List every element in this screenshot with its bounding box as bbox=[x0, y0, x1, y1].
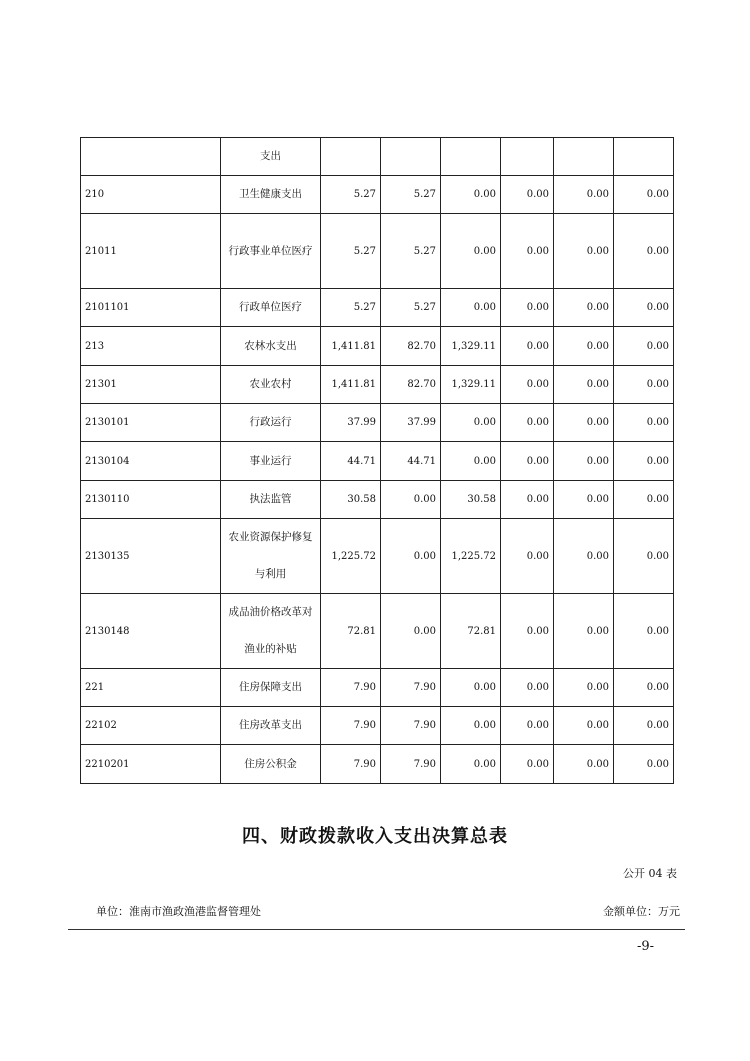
row-value: 1,411.81 bbox=[321, 366, 381, 404]
row-value: 82.70 bbox=[381, 366, 441, 404]
row-value: 0.00 bbox=[501, 707, 554, 745]
row-name: 卫生健康支出 bbox=[221, 176, 321, 214]
row-name: 行政运行 bbox=[221, 404, 321, 442]
table-row bbox=[81, 481, 674, 519]
divider bbox=[68, 929, 685, 930]
row-name: 行政事业单位医疗 bbox=[221, 214, 321, 289]
row-name: 执法监管 bbox=[221, 481, 321, 519]
row-value: 1,329.11 bbox=[441, 327, 501, 366]
row-value: 0.00 bbox=[501, 519, 554, 594]
row-value: 0.00 bbox=[501, 404, 554, 442]
row-value bbox=[501, 138, 554, 176]
row-value: 0.00 bbox=[554, 707, 614, 745]
row-value: 0.00 bbox=[614, 745, 674, 784]
row-code: 2101101 bbox=[81, 289, 221, 327]
row-code: 2130110 bbox=[81, 481, 221, 519]
row-value: 0.00 bbox=[381, 594, 441, 669]
section-title: 四、财政拨款收入支出决算总表 bbox=[242, 826, 508, 847]
table-row bbox=[81, 289, 674, 327]
row-value: 1,225.72 bbox=[321, 519, 381, 594]
row-value: 0.00 bbox=[501, 669, 554, 707]
row-value: 0.00 bbox=[614, 289, 674, 327]
row-value: 0.00 bbox=[554, 289, 614, 327]
row-value: 0.00 bbox=[441, 176, 501, 214]
row-value: 0.00 bbox=[614, 707, 674, 745]
row-value: 0.00 bbox=[501, 442, 554, 481]
row-value: 72.81 bbox=[321, 594, 381, 669]
row-value: 0.00 bbox=[381, 519, 441, 594]
table-row bbox=[81, 138, 674, 176]
row-value: 5.27 bbox=[321, 176, 381, 214]
row-value: 0.00 bbox=[441, 669, 501, 707]
table-row bbox=[81, 214, 674, 289]
row-value: 0.00 bbox=[554, 214, 614, 289]
row-value: 0.00 bbox=[501, 481, 554, 519]
row-code: 210 bbox=[81, 176, 221, 214]
row-value: 0.00 bbox=[501, 214, 554, 289]
row-code: 2130101 bbox=[81, 404, 221, 442]
row-code: 2130148 bbox=[81, 594, 221, 669]
row-code: 2130104 bbox=[81, 442, 221, 481]
row-value: 1,329.11 bbox=[441, 366, 501, 404]
row-name: 住房保障支出 bbox=[221, 669, 321, 707]
row-value bbox=[441, 138, 501, 176]
row-value bbox=[321, 138, 381, 176]
row-value: 30.58 bbox=[321, 481, 381, 519]
row-value: 0.00 bbox=[501, 289, 554, 327]
row-code: 21301 bbox=[81, 366, 221, 404]
row-value: 0.00 bbox=[501, 366, 554, 404]
row-value: 5.27 bbox=[381, 214, 441, 289]
row-value: 0.00 bbox=[441, 289, 501, 327]
row-value: 44.71 bbox=[321, 442, 381, 481]
row-value: 0.00 bbox=[501, 745, 554, 784]
row-value bbox=[554, 138, 614, 176]
row-value: 0.00 bbox=[554, 366, 614, 404]
row-name: 农林水支出 bbox=[221, 327, 321, 366]
row-name: 行政单位医疗 bbox=[221, 289, 321, 327]
row-value: 44.71 bbox=[381, 442, 441, 481]
table-row bbox=[81, 745, 674, 784]
row-value: 5.27 bbox=[381, 176, 441, 214]
table-row bbox=[81, 594, 674, 669]
row-value: 7.90 bbox=[321, 745, 381, 784]
row-code: 2130135 bbox=[81, 519, 221, 594]
row-value: 0.00 bbox=[554, 176, 614, 214]
row-value: 37.99 bbox=[321, 404, 381, 442]
row-value: 0.00 bbox=[614, 519, 674, 594]
row-value: 1,411.81 bbox=[321, 327, 381, 366]
row-value: 0.00 bbox=[554, 404, 614, 442]
form-number: 公开 04 表 bbox=[623, 867, 677, 880]
row-value: 0.00 bbox=[441, 214, 501, 289]
row-code bbox=[81, 138, 221, 176]
row-value: 7.90 bbox=[381, 745, 441, 784]
row-value: 7.90 bbox=[381, 669, 441, 707]
row-value: 0.00 bbox=[614, 442, 674, 481]
row-value: 7.90 bbox=[321, 707, 381, 745]
row-code: 213 bbox=[81, 327, 221, 366]
row-value: 0.00 bbox=[614, 214, 674, 289]
row-value: 0.00 bbox=[554, 669, 614, 707]
row-value: 30.58 bbox=[441, 481, 501, 519]
row-value: 37.99 bbox=[381, 404, 441, 442]
row-value: 0.00 bbox=[614, 481, 674, 519]
row-value: 5.27 bbox=[321, 214, 381, 289]
row-value bbox=[614, 138, 674, 176]
row-value: 0.00 bbox=[501, 327, 554, 366]
row-name: 事业运行 bbox=[221, 442, 321, 481]
row-value: 0.00 bbox=[614, 327, 674, 366]
amount-unit-label: 金额单位：万元 bbox=[603, 905, 680, 918]
row-code: 22102 bbox=[81, 707, 221, 745]
row-value: 0.00 bbox=[501, 176, 554, 214]
row-value: 0.00 bbox=[554, 442, 614, 481]
row-code: 21011 bbox=[81, 214, 221, 289]
row-value: 5.27 bbox=[321, 289, 381, 327]
table-row bbox=[81, 669, 674, 707]
row-value: 0.00 bbox=[614, 594, 674, 669]
unit-label: 单位：淮南市渔政渔港监督管理处 bbox=[96, 905, 261, 918]
row-value: 82.70 bbox=[381, 327, 441, 366]
table-row bbox=[81, 404, 674, 442]
row-value: 0.00 bbox=[501, 594, 554, 669]
table-row bbox=[81, 327, 674, 366]
row-value: 0.00 bbox=[614, 669, 674, 707]
table-row bbox=[81, 442, 674, 481]
row-value: 0.00 bbox=[441, 442, 501, 481]
row-value: 0.00 bbox=[614, 404, 674, 442]
row-value: 0.00 bbox=[381, 481, 441, 519]
table-row bbox=[81, 519, 674, 594]
row-value: 0.00 bbox=[554, 327, 614, 366]
row-value: 0.00 bbox=[441, 404, 501, 442]
row-value bbox=[381, 138, 441, 176]
row-value: 0.00 bbox=[554, 594, 614, 669]
table-row bbox=[81, 366, 674, 404]
row-name: 住房公积金 bbox=[221, 745, 321, 784]
row-code: 2210201 bbox=[81, 745, 221, 784]
row-value: 0.00 bbox=[614, 366, 674, 404]
table-row bbox=[81, 176, 674, 214]
expenditure-table bbox=[80, 137, 674, 784]
page-number: -9- bbox=[636, 939, 654, 954]
row-value: 0.00 bbox=[554, 481, 614, 519]
row-value: 0.00 bbox=[554, 519, 614, 594]
row-code: 221 bbox=[81, 669, 221, 707]
row-name: 支出 bbox=[221, 138, 321, 176]
row-value: 0.00 bbox=[441, 745, 501, 784]
row-value: 5.27 bbox=[381, 289, 441, 327]
row-value: 72.81 bbox=[441, 594, 501, 669]
row-value: 0.00 bbox=[554, 745, 614, 784]
row-name: 成品油价格改革对渔业的补贴 bbox=[221, 594, 321, 669]
row-value: 7.90 bbox=[321, 669, 381, 707]
table-row bbox=[81, 707, 674, 745]
row-value: 0.00 bbox=[441, 707, 501, 745]
row-value: 7.90 bbox=[381, 707, 441, 745]
row-value: 1,225.72 bbox=[441, 519, 501, 594]
row-name: 农业资源保护修复与利用 bbox=[221, 519, 321, 594]
row-name: 住房改革支出 bbox=[221, 707, 321, 745]
row-name: 农业农村 bbox=[221, 366, 321, 404]
row-value: 0.00 bbox=[614, 176, 674, 214]
